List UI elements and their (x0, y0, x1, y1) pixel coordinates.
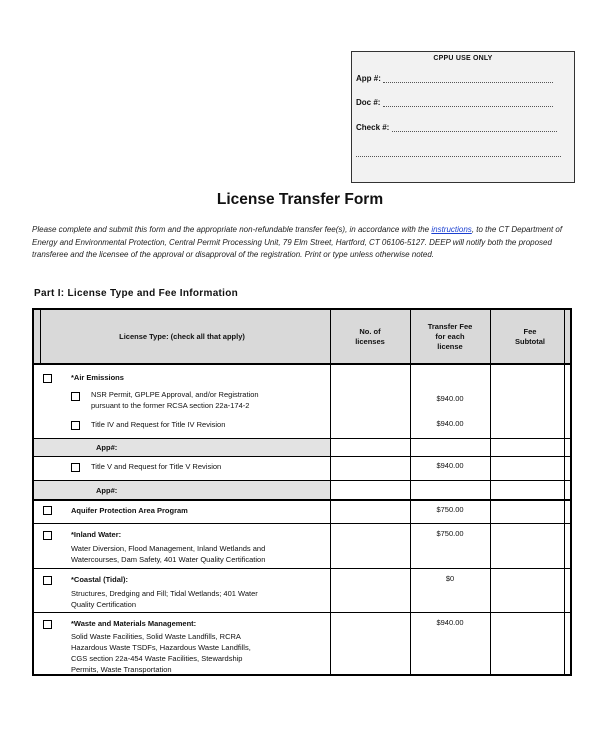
license-fee-table (32, 308, 572, 676)
inland-water-checkbox[interactable] (43, 531, 52, 540)
inland-water-desc1: Water Diversion, Flood Management, Inland Wetlands and (71, 544, 266, 553)
coastal-fee: $0 (445, 574, 455, 583)
office-use-box (351, 51, 575, 183)
title-v-app-label: App#: (96, 486, 118, 495)
header-fee-subtotal: Fee Subtotal (490, 310, 570, 363)
waste-desc3: CGS section 22a-454 Waste Facilities, Stewardship (71, 654, 243, 663)
doc-number-line (356, 98, 564, 107)
aquifer-label: Aquifer Protection Area Program (71, 506, 188, 515)
intro-paragraph (32, 224, 572, 262)
waste-checkbox[interactable] (43, 620, 52, 629)
check-number-line (356, 123, 564, 132)
nsr-permit-line1: NSR Permit, GPLPE Approval, and/or Registration (91, 390, 259, 399)
header-license-type: License Type: (check all that apply) (34, 310, 330, 363)
header-transfer-fee: Transfer Fee for each license (410, 310, 490, 363)
office-use-title: CPPU USE ONLY (433, 55, 493, 62)
instructions-link[interactable]: instructions (431, 225, 472, 234)
nsr-permit-line2: pursuant to the former RCSA section 22a-174-2 (91, 401, 250, 410)
doc-number-label: Doc #: (356, 98, 381, 107)
intro-text-2: , to the CT Department of Energy and Environmental Protection, Central Permit Processing Unit, 79 Elm Street, Hartford, CT 06106-5127. DEEP will notify both the proposed transferee and the licensee of the approval or disapproval of the registration. Print or type unless otherwise noted. (32, 225, 563, 259)
waste-label: *Waste and Materials Management: (71, 619, 197, 628)
inland-water-label: *Inland Water: (71, 530, 122, 539)
title-v-checkbox[interactable] (71, 463, 80, 472)
app-number-line (356, 74, 564, 83)
title-iv-app-label: App#: (96, 443, 118, 452)
title-iv-label: Title IV and Request for Title IV Revision (91, 420, 226, 429)
title-v-label: Title V and Request for Title V Revision (91, 462, 222, 471)
form-title: License Transfer Form (216, 191, 384, 208)
app-row-1-bg (34, 438, 330, 456)
part1-heading: Part I: License Type and Fee Information (34, 288, 239, 299)
aquifer-checkbox[interactable] (43, 506, 52, 515)
air-emissions-label: *Air Emissions (71, 373, 124, 382)
air-emissions-checkbox[interactable] (43, 374, 52, 383)
title-v-fee: $940.00 (436, 461, 464, 470)
app-number-field[interactable] (383, 74, 553, 83)
aquifer-fee: $750.00 (436, 505, 464, 514)
intro-text-1: Please complete and submit this form and the appropriate non-refundable transfer fee(s), in accordance with the (32, 225, 430, 234)
app-row-2-bg (34, 480, 330, 499)
doc-number-field[interactable] (383, 98, 553, 107)
app-number-label: App #: (356, 74, 381, 83)
waste-desc1: Solid Waste Facilities, Solid Waste Landfills, RCRA (71, 632, 241, 641)
waste-desc2: Hazardous Waste TSDFs, Hazardous Waste Landfills, (71, 643, 251, 652)
nsr-permit-checkbox[interactable] (71, 392, 80, 401)
coastal-desc2: Quality Certification (71, 600, 137, 609)
title-iv-fee: $940.00 (436, 419, 464, 428)
coastal-desc1: Structures, Dredging and Fill; Tidal Wetlands; 401 Water (71, 589, 258, 598)
inland-water-desc2: Watercourses, Dam Safety, 401 Water Quality Certification (71, 555, 266, 564)
extra-line (356, 148, 564, 157)
check-number-field[interactable] (392, 123, 557, 132)
coastal-label: *Coastal (Tidal): (71, 575, 128, 584)
coastal-checkbox[interactable] (43, 576, 52, 585)
extra-field[interactable] (356, 148, 561, 157)
inland-water-fee: $750.00 (436, 529, 464, 538)
title-iv-checkbox[interactable] (71, 421, 80, 430)
header-num-licenses: No. of licenses (330, 310, 410, 363)
check-number-label: Check #: (356, 123, 390, 132)
nsr-permit-fee: $940.00 (436, 394, 464, 403)
waste-fee: $940.00 (436, 618, 464, 627)
waste-desc4: Permits, Waste Transportation (71, 665, 172, 674)
